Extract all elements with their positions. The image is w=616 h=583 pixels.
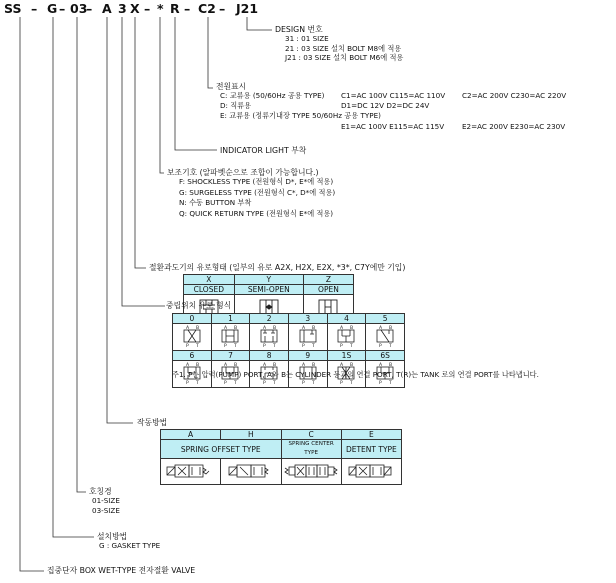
detent-symbol [341, 459, 401, 485]
svg-text:P: P [379, 381, 382, 385]
code-dash: – [184, 1, 191, 16]
neutral-symbol [173, 324, 212, 351]
neutral-code: 8 [250, 351, 289, 361]
design-section [275, 25, 403, 62]
code-dash: – [59, 1, 66, 16]
svg-text:P: P [224, 344, 228, 348]
aux-line: Q: QUICK RETURN TYPE (전원형식 E*에 적용) [179, 209, 334, 219]
mount-line: G : GASKET TYPE [99, 541, 161, 551]
aux-line: N: 수동 BUTTON 부착 [179, 198, 252, 208]
neutral-note: 주1. P는 압력(PUMP) PORT, A와 B는 CYLINDER 등과의 연결 PORT, T(R)는 TANK 로의 연결 PORT를 나타냅니다. [172, 370, 539, 379]
transition-code: Y [234, 275, 303, 285]
transition-name: CLOSED [184, 285, 235, 295]
code-3: 3 [118, 1, 127, 16]
power-c-values: C2=AC 200V C230=AC 220V [462, 91, 567, 101]
code-dash: – [86, 1, 93, 16]
svg-text:A: A [263, 326, 267, 331]
code-x: X [130, 1, 140, 16]
svg-text:B: B [389, 326, 393, 331]
neutral-symbol [366, 324, 405, 351]
code-ss: SS [4, 1, 22, 16]
code-g: G [47, 1, 58, 16]
svg-text:B: B [350, 363, 354, 368]
svg-text:B: B [389, 363, 393, 368]
transition-name: SEMI-OPEN [234, 285, 303, 295]
power-e-values: E2=AC 200V E230=AC 230V [462, 122, 566, 132]
transition-code: X [184, 275, 235, 285]
neutral-code: 4 [327, 314, 366, 324]
neutral-symbol [211, 324, 250, 351]
svg-text:A: A [185, 363, 189, 368]
svg-text:P: P [301, 381, 305, 385]
svg-text:B: B [234, 363, 238, 368]
svg-text:A: A [224, 363, 228, 368]
svg-text:B: B [311, 326, 315, 331]
operation-name: SPRING CENTER TYPE [281, 440, 341, 459]
svg-text:T: T [195, 381, 199, 385]
indicator-title: INDICATOR LIGHT 부착 [220, 146, 307, 155]
neutral-code: 6 [173, 351, 212, 361]
code-j21: J21 [236, 1, 259, 16]
neutral-symbol [288, 324, 327, 351]
neutral-code: 5 [366, 314, 405, 324]
svg-text:B: B [273, 363, 277, 368]
neutral-symbol [250, 324, 289, 351]
spring-offset-symbol [161, 459, 221, 485]
svg-text:T: T [234, 381, 238, 385]
power-title: 전원표시 [216, 82, 247, 91]
operation-code: E [341, 430, 401, 440]
footer-title: 집중단자 BOX WET-TYPE 전자절환 VALVE [47, 566, 196, 575]
svg-text:P: P [263, 381, 266, 385]
design-title: DESIGN 번호 [275, 25, 323, 34]
svg-text:A: A [340, 363, 344, 368]
svg-text:A: A [301, 326, 305, 331]
neutral-symbol [327, 324, 366, 351]
svg-text:B: B [273, 326, 277, 331]
operation-code: H [221, 430, 281, 440]
svg-text:P: P [185, 344, 189, 348]
svg-text:T: T [273, 344, 276, 348]
mount-section [97, 532, 160, 551]
svg-text:P: P [185, 381, 189, 385]
svg-text:P: P [224, 381, 228, 385]
power-e-label: E: 교류용 (정류기내장 TYPE 50/60Hz 공용 TYPE) [220, 111, 381, 121]
aux-line: F: SHOCKLESS TYPE (전원형식 D*, E*에 적용) [179, 177, 334, 187]
power-e-values: E1=AC 100V E115=AC 115V [341, 122, 445, 132]
svg-text:B: B [195, 326, 199, 331]
design-line: J21 : 03 SIZE 설치 BOLT M6에 적용 [285, 52, 404, 62]
svg-text:A: A [224, 326, 228, 331]
code-star: * [157, 1, 164, 16]
operation-title: 작동방법 [137, 418, 168, 427]
power-c-values: C1=AC 100V C115=AC 110V [341, 91, 446, 101]
neutral-code: 1S [327, 351, 366, 361]
transition-name: OPEN [303, 285, 353, 295]
code-size: 03 [70, 1, 88, 16]
power-d-values: D1=DC 12V D2=DC 24V [341, 101, 430, 111]
operation-name: SPRING OFFSET TYPE [161, 440, 282, 459]
svg-text:A: A [340, 326, 344, 331]
nominal-line: 01-SIZE [92, 496, 120, 506]
neutral-code: 6S [366, 351, 405, 361]
neutral-code: 9 [288, 351, 327, 361]
nominal-section [89, 487, 120, 515]
svg-text:B: B [234, 326, 238, 331]
svg-text:B: B [350, 326, 354, 331]
transition-title: 절환과도기의 유로형태 (일부의 유로 A2X, H2X, E2X, *3*, C7Y에만 기입) [149, 263, 406, 272]
operation-code: A [161, 430, 221, 440]
spring-offset-h-symbol [221, 459, 281, 485]
svg-text:T: T [311, 344, 315, 348]
code-dash: – [31, 1, 38, 16]
svg-text:P: P [301, 344, 305, 348]
svg-text:P: P [340, 381, 344, 385]
svg-text:A: A [379, 363, 383, 368]
neutral-title: 중립위치 유로 형식 [166, 301, 232, 310]
svg-text:T: T [234, 344, 238, 348]
design-line: 31 : 01 SIZE [285, 34, 329, 44]
neutral-code: 0 [173, 314, 212, 324]
code-dash: – [144, 1, 151, 16]
svg-text:P: P [379, 344, 382, 348]
nominal-line: 03-SIZE [92, 505, 120, 515]
svg-text:B: B [311, 363, 315, 368]
svg-text:T: T [273, 381, 276, 385]
svg-text:P: P [340, 344, 344, 348]
power-c-label: C: 교류용 (50/60Hz 공용 TYPE) [220, 91, 325, 101]
operation-table [160, 429, 402, 485]
operation-name: DETENT TYPE [341, 440, 401, 459]
code-r: R [170, 1, 180, 16]
svg-text:B: B [195, 363, 199, 368]
aux-line: G: SURGELESS TYPE (전원형식 C*, D*에 적용) [179, 187, 336, 197]
neutral-code: 2 [250, 314, 289, 324]
spring-center-symbol [281, 459, 341, 485]
svg-text:A: A [185, 326, 189, 331]
svg-text:T: T [195, 344, 199, 348]
svg-text:T: T [350, 381, 354, 385]
code-dash: – [219, 1, 226, 16]
svg-text:P: P [263, 344, 266, 348]
neutral-code: 3 [288, 314, 327, 324]
nominal-title: 호칭경 [89, 487, 112, 496]
aux-title: 보조기호 (알파벳순으로 조합이 가능합니다.) [167, 168, 319, 177]
svg-text:A: A [301, 363, 305, 368]
design-line: 21 : 03 SIZE 설치 BOLT M8에 적용 [285, 43, 402, 53]
svg-text:T: T [311, 381, 315, 385]
power-d-label: D: 직류용 [220, 101, 252, 111]
code-c2: C2 [198, 1, 216, 16]
svg-text:T: T [350, 344, 354, 348]
power-section [216, 82, 611, 143]
svg-text:A: A [379, 326, 383, 331]
mount-title: 설치방법 [97, 532, 128, 541]
neutral-code: 1 [211, 314, 250, 324]
svg-text:T: T [389, 381, 392, 385]
transition-code: Z [303, 275, 353, 285]
aux-section [167, 168, 335, 220]
operation-code: C [281, 430, 341, 440]
svg-text:A: A [263, 363, 267, 368]
neutral-code: 7 [211, 351, 250, 361]
code-a: A [102, 1, 112, 16]
svg-text:T: T [389, 344, 392, 348]
